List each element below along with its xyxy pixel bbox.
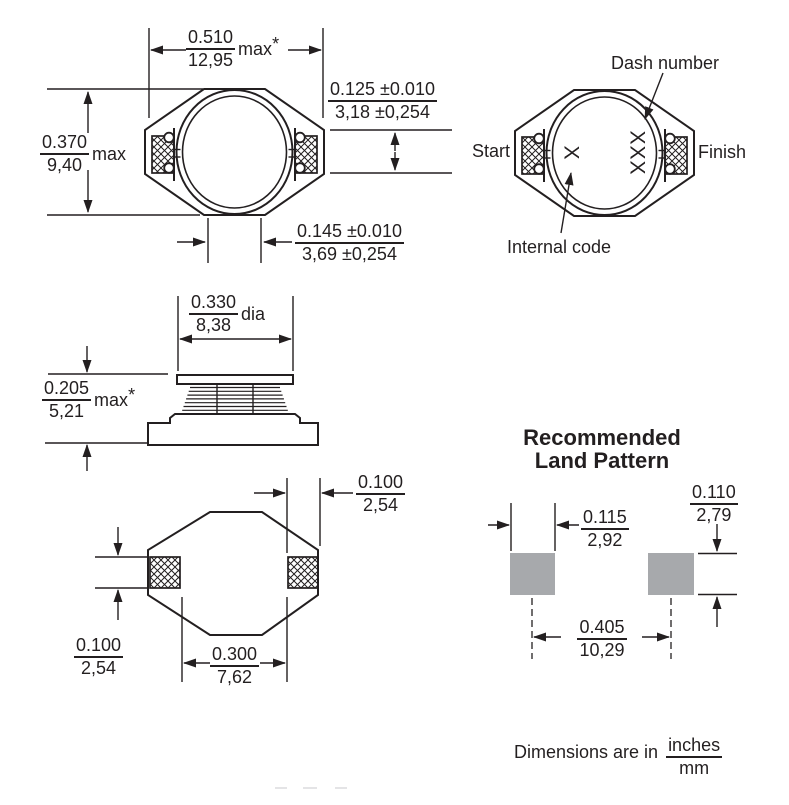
bottom-pad-left [150, 557, 180, 588]
land-pad-left [510, 553, 555, 595]
page-crop-artifact [275, 787, 287, 789]
dim-land-height-label: $\frac{0.110}{2,79}$ [692, 482, 736, 525]
internal-code-marking: X [559, 145, 583, 161]
dim-pad-height-label: $\frac{0.100}{2,54}$ [76, 635, 122, 678]
dim-land-width-lines [488, 503, 579, 551]
dim-coil-diameter-label: $\frac{0.330}{8,38}$ dia [191, 292, 266, 335]
dim-land-pitch-label: $\frac{0.405}{10,29}$ [579, 617, 625, 660]
coil-winding-lines [181, 384, 289, 414]
page-crop-artifact [335, 787, 347, 789]
start-label: Start [471, 141, 510, 161]
dim-terminal-height-label: $\frac{0.125 \pm 0.010}{3,18 \pm 0,254}$ [330, 79, 435, 122]
page-crop-artifact [303, 787, 317, 789]
internal-code-label: Internal code [507, 237, 612, 257]
dim-pad-spacing-label: $\frac{0.300}{7,62}$ [212, 644, 258, 687]
bottom-pad-right [288, 557, 318, 588]
dim-center-tab-lines [177, 218, 292, 263]
top-flange [177, 375, 293, 384]
units-note: Dimensions are in $\frac{\text{inches}}{mm}$ [514, 735, 721, 778]
dash-number-marking: XXX [625, 130, 649, 176]
dim-body-height-label: $\frac{0.370}{9,40}$ max [42, 132, 127, 175]
dim-body-width-label: $\frac{0.510}{12,95}$ max* [188, 27, 280, 70]
dim-pad-width-label: $\frac{0.100}{2,54}$ [358, 472, 404, 515]
dim-land-height-lines [698, 524, 737, 627]
dim-land-width-label: $\frac{0.115}{2,92}$ [583, 507, 627, 550]
dash-number-label: Dash number [611, 53, 720, 73]
finish-label: Finish [698, 142, 747, 162]
dim-terminal-height-lines [330, 130, 452, 173]
dim-pad-height-lines [95, 527, 148, 620]
marking-view [515, 73, 694, 233]
land-pad-right [648, 553, 694, 595]
dim-center-tab-label: $\frac{0.145 \pm 0.010}{3,69 \pm 0,254}$ [297, 221, 402, 264]
base-outline [148, 414, 318, 445]
dim-profile-height-label: $\frac{0.205}{5,21}$ max* [44, 378, 136, 421]
land-pattern-title: Recommended Land Pattern [523, 425, 681, 473]
